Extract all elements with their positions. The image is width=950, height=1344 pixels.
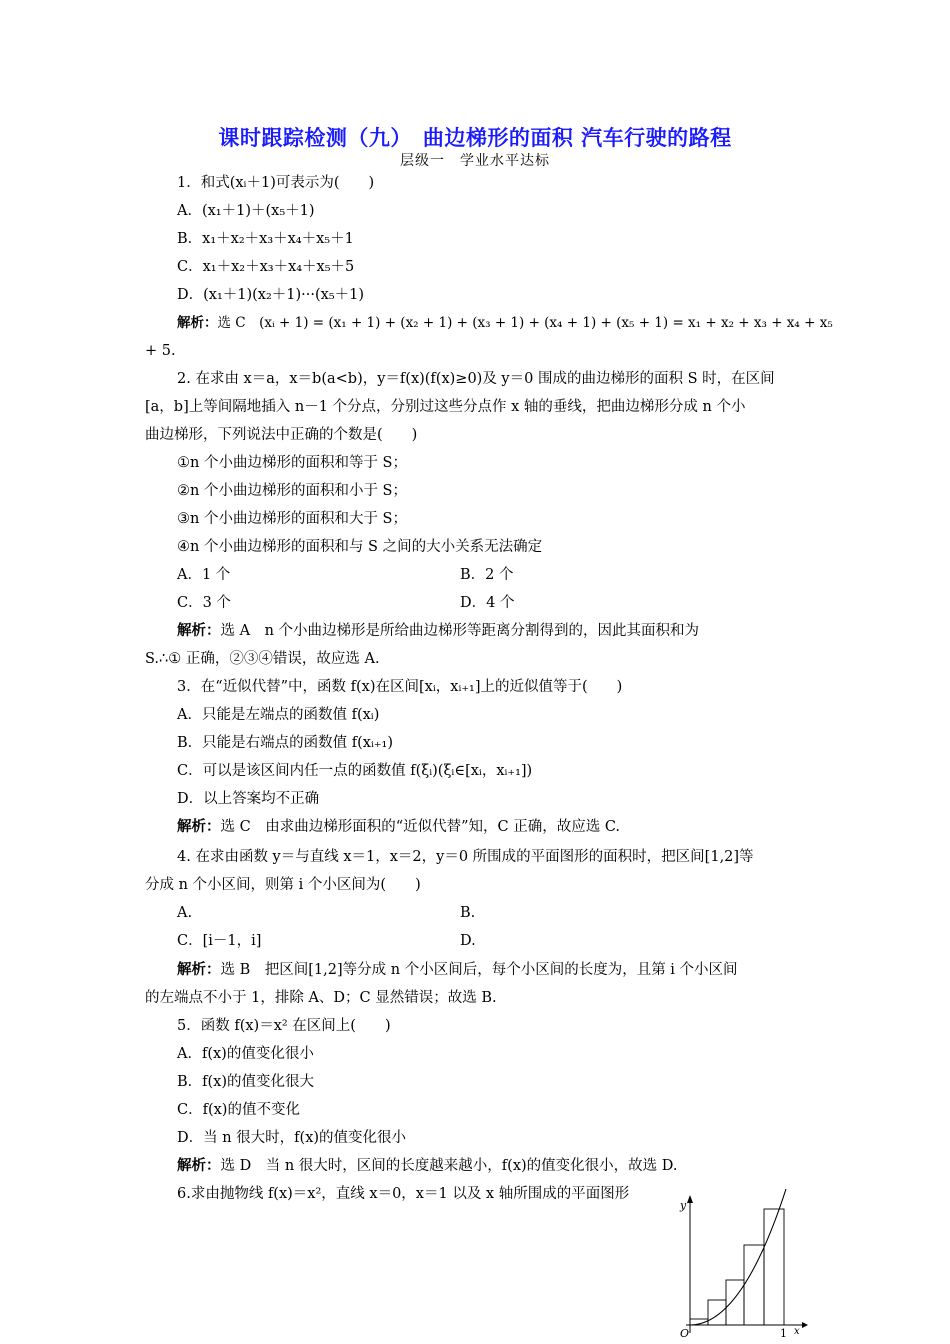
q2-statement-3: ③n 个小曲边梯形的面积和大于 S； xyxy=(177,511,407,527)
q1-option-d: D．(x₁＋1)(x₂＋1)···(x₅＋1) xyxy=(177,287,365,303)
q3-option-b: B．只能是右端点的函数值 f(xᵢ₊₁) xyxy=(177,735,394,751)
q4-stem-line1: 4. 在求由函数 y＝与直线 x＝1，x＝2，y＝0 所围成的平面图形的面积时，把区间[1,2]等 xyxy=(177,849,754,865)
solution-text: 选 C 由求曲边梯形面积的“近似代替”知，C 正确，故应选 C. xyxy=(220,819,621,835)
q2-statement-2: ②n 个小曲边梯形的面积和小于 S； xyxy=(177,483,407,499)
q2-stem-line3: 曲边梯形，下列说法中正确的个数是( ) xyxy=(145,427,418,443)
x-one-label: 1 xyxy=(780,1327,787,1337)
q3-option-c: C．可以是该区间内任一点的函数值 f(ξᵢ)(ξᵢ∈[xᵢ，xᵢ₊₁]) xyxy=(177,763,533,779)
q5-stem: 5．函数 f(x)＝x² 在区间上( ) xyxy=(177,1018,391,1034)
solution-text: 选 C (xᵢ + 1) = (x₁ + 1) + (x₂ + 1) + (x₃ + 1) + (x₄ + 1) + (x₅ + 1) = x₁ + x₂ + x₃ + x₄ + x₅ xyxy=(217,315,833,331)
q2-solution-cont: S.∴① 正确，②③④错误，故应选 A. xyxy=(145,651,380,667)
page-title: 课时跟踪检测（九） 曲边梯形的面积 汽车行驶的路程 xyxy=(218,126,732,150)
solution-label: 解析： xyxy=(177,315,218,331)
q5-solution xyxy=(177,1157,677,1175)
q5-option-c: C．f(x)的值不变化 xyxy=(177,1102,300,1118)
approx-rect-3 xyxy=(726,1280,744,1325)
origin-label: O xyxy=(680,1327,690,1337)
q1-option-c: C．x₁＋x₂＋x₃＋x₄＋x₅＋5 xyxy=(177,259,355,275)
q4-option-a: A. xyxy=(177,905,193,921)
q3-option-d: D．以上答案均不正确 xyxy=(177,791,320,807)
q4-solution-cont: 的左端点不小于 1，排除 A、D；C 显然错误；故选 B. xyxy=(145,990,497,1006)
solution-label: 解析： xyxy=(177,961,221,978)
q4-option-b: B. xyxy=(460,905,476,921)
q1-stem: 1．和式(xᵢ＋1)可表示为( ) xyxy=(177,175,375,191)
q5-option-b: B．f(x)的值变化很大 xyxy=(177,1074,315,1090)
q2-stem-line2: [a，b]上等间隔地插入 n－1 个分点，分别过这些分点作 x 轴的垂线，把曲边梯形分成 n 个小 xyxy=(145,399,746,415)
solution-text: 选 B 把区间[1,2]等分成 n 个小区间后，每个小区间的长度为，且第 i 个小区间 xyxy=(220,962,738,978)
solution-text: 选 D 当 n 很大时，区间的长度越来越小，f(x)的值变化很小，故选 D. xyxy=(220,1158,678,1174)
q4-option-d: D. xyxy=(460,933,476,949)
q4-stem-line2: 分成 n 个小区间，则第 i 个小区间为( ) xyxy=(145,877,421,893)
q5-option-a: A．f(x)的值变化很小 xyxy=(177,1046,314,1062)
q3-option-a: A．只能是左端点的函数值 f(xᵢ) xyxy=(177,707,380,723)
q1-solution-cont: + 5. xyxy=(145,343,176,359)
q2-option-b: B．2 个 xyxy=(460,567,514,583)
approx-rect-2 xyxy=(708,1300,726,1325)
q2-option-a: A．1 个 xyxy=(177,567,231,583)
approx-rect-4 xyxy=(744,1245,764,1325)
q4-solution xyxy=(177,961,738,979)
q2-stem-line1: 2. 在求由 x＝a，x＝b(a<b)，y＝f(x)(f(x)≥0)及 y＝0 围成的曲边梯形的面积 S 时，在区间 xyxy=(177,371,775,387)
q2-option-d: D．4 个 xyxy=(460,595,515,611)
q1-option-a: A．(x₁＋1)＋(x₅＋1) xyxy=(177,203,315,219)
q3-stem: 3．在“近似代替”中，函数 f(x)在区间[xᵢ，xᵢ₊₁]上的近似值等于( ) xyxy=(177,679,623,695)
solution-label: 解析： xyxy=(177,1157,221,1174)
x-axis-label: x xyxy=(794,1326,800,1337)
solution-text: 选 A n 个小曲边梯形是所给曲边梯形等距离分割得到的，因此其面积和为 xyxy=(220,623,700,639)
q2-statement-4: ④n 个小曲边梯形的面积和与 S 之间的大小关系无法确定 xyxy=(177,539,543,555)
solution-label: 解析： xyxy=(177,622,221,639)
y-axis-arrow xyxy=(687,1195,693,1203)
x-axis-arrow xyxy=(802,1322,808,1328)
q1-option-b: B．x₁＋x₂＋x₃＋x₄＋x₅＋1 xyxy=(177,231,354,247)
q2-solution xyxy=(177,622,699,640)
q4-option-c: C．[i－1，i] xyxy=(177,933,262,949)
q1-solution xyxy=(177,314,833,332)
solution-label: 解析： xyxy=(177,818,221,835)
y-axis-label: y xyxy=(680,1199,687,1212)
q5-option-d: D．当 n 很大时，f(x)的值变化很小 xyxy=(177,1130,407,1146)
approx-rect-5 xyxy=(764,1209,784,1325)
page-subtitle: 层级一 学业水平达标 xyxy=(400,153,550,169)
q2-statement-1: ①n 个小曲边梯形的面积和等于 S； xyxy=(177,455,407,471)
q6-stem: 6.求由抛物线 f(x)＝x²，直线 x＝0，x＝1 以及 x 轴所围成的平面图形 xyxy=(177,1186,630,1202)
q2-option-c: C．3 个 xyxy=(177,595,231,611)
parabola-figure xyxy=(672,1185,812,1337)
q3-solution xyxy=(177,818,620,836)
